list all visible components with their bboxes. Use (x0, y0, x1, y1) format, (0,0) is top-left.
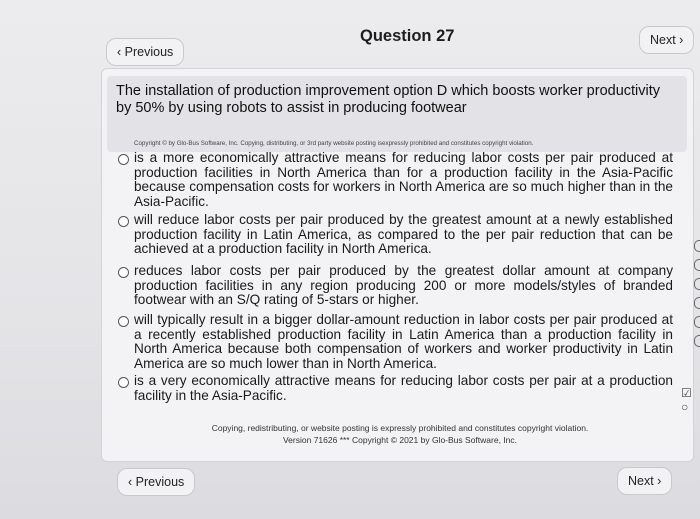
circle-icon: ○ (681, 400, 689, 414)
answer-option-text[interactable]: reduces labor costs per pair produced by the greatest dollar amount at company production facilities in any region producing 200 or more models/styles of branded footwear with an S/Q rating of 5-stars or higher. (134, 263, 673, 307)
answer-option[interactable] (118, 264, 673, 308)
previous-button-bottom[interactable]: ‹ Previous (117, 468, 195, 496)
radio-button[interactable] (118, 267, 129, 278)
question-title: Question 27 (360, 27, 455, 45)
next-button-bottom[interactable]: Next › (617, 467, 672, 495)
answer-option-text[interactable]: is a very economically attractive means for reducing labor costs per pair at a production facility in the Asia-Pacific. (134, 373, 673, 403)
question-text: The installation of production improvement option D which boosts worker productivity by 50% by using robots to assist in producing footwear (116, 83, 661, 116)
copyright-notice-small: Copyright © by Glo-Bus Software, Inc. Copying, distributing, or 3rd party website posting isexpressly prohibited and constitutes copyright violation. (134, 140, 534, 147)
previous-button[interactable]: ‹ Previous (106, 38, 184, 66)
checkbox-icon: ☑ (681, 386, 692, 400)
answer-option[interactable] (118, 151, 673, 209)
side-tab-icon (694, 278, 700, 290)
answer-option-text[interactable]: will typically result in a bigger dollar-amount reduction in labor costs per pair produced at a recently established production facility in Latin America than a production facility in North America because both compensation of workers and worker productivity in Latin America are so much lower than in North America. (134, 312, 673, 371)
footer-line-1: Copying, redistributing, or website posting is expressly prohibited and constitutes copyright violation. (211, 423, 589, 433)
radio-button[interactable] (118, 316, 129, 327)
answer-option-text[interactable]: will reduce labor costs per pair produced by the greatest amount at a newly established production facility in Latin America, as compared to the per pair reduction that can be achieved at a production facility in North America. (134, 212, 673, 256)
footer-line-2: Version 71626 *** Copyright © 2021 by Glo-Bus Software, Inc. (282, 435, 517, 445)
radio-button[interactable] (118, 154, 129, 165)
side-tab-icon (694, 240, 700, 252)
side-tab-icon (694, 316, 700, 328)
side-tab-icon (694, 297, 700, 309)
side-panel-edge (694, 240, 700, 410)
footer-copyright (100, 422, 700, 446)
side-tab-icon (694, 259, 700, 271)
answer-option[interactable] (118, 374, 673, 403)
next-button[interactable]: Next › (639, 26, 694, 54)
radio-button[interactable] (118, 216, 129, 227)
radio-button[interactable] (118, 377, 129, 388)
side-tab-icon (694, 335, 700, 347)
answer-option-text[interactable]: is a more economically attractive means for reducing labor costs per pair produced at production facilities in North America than for a production facility in the Asia-Pacific because compensation costs for workers in North America are so much higher than in the Asia-Pacific. (134, 150, 673, 209)
answer-option[interactable] (118, 213, 673, 257)
answer-option[interactable] (118, 313, 673, 371)
